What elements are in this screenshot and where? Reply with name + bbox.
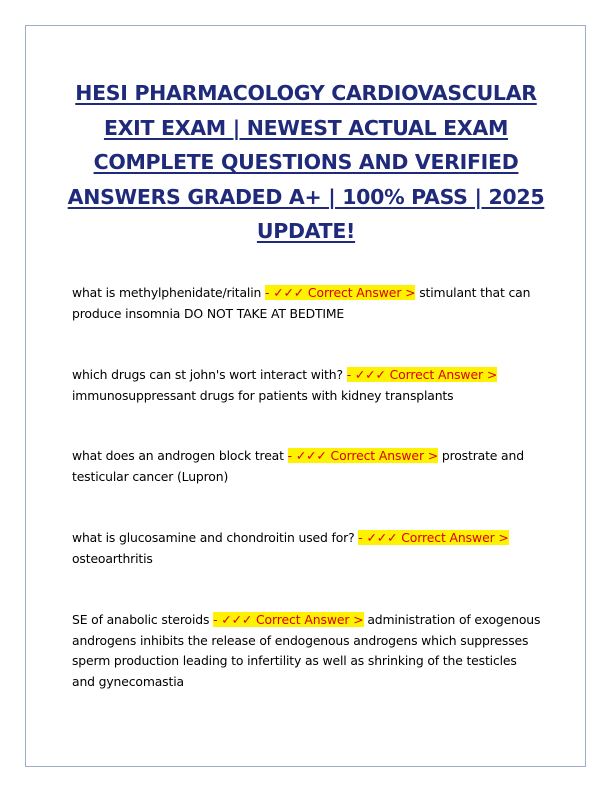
qa-item — [72, 610, 542, 692]
answer-text: prostrate and testicular cancer (Lupron) — [72, 448, 524, 484]
question-text: what is methylphenidate/ritalin — [72, 285, 262, 300]
qa-item — [72, 528, 542, 569]
question-text: which drugs can st john's wort interact with? — [72, 367, 343, 382]
answer-text: osteoarthritis — [72, 550, 153, 566]
qa-item — [72, 365, 542, 406]
qa-item — [72, 283, 542, 324]
answer-text: immunosuppressant drugs for patients with kidney transplants — [72, 387, 454, 403]
correct-answer-marker: - ✓✓✓ Correct Answer > — [287, 448, 439, 463]
answer-text: administration of exogenous androgens inhibits the release of endogenous androgens which suppresses sperm production leading to infertility as well as shrinking of the testicles and gynecomastia — [72, 612, 541, 689]
question-text: SE of anabolic steroids — [72, 612, 210, 627]
correct-answer-marker: - ✓✓✓ Correct Answer > — [213, 612, 364, 627]
answer-text: stimulant that can produce insomnia DO NOT TAKE AT BEDTIME — [72, 285, 531, 321]
correct-answer-marker: - ✓✓✓ Correct Answer > — [265, 285, 416, 300]
correct-answer-marker: - ✓✓✓ Correct Answer > — [346, 367, 498, 382]
qa-item — [72, 446, 542, 487]
question-text: what does an androgen block treat — [72, 448, 284, 463]
correct-answer-marker: - ✓✓✓ Correct Answer > — [358, 530, 509, 545]
document-title: HESI PHARMACOLOGY CARDIOVASCULAR EXIT EXAM | NEWEST ACTUAL EXAM COMPLETE QUESTIONS AND VERIFIED ANSWERS GRADED A+ | 100% PASS | 2025 UPDATE! — [67, 81, 545, 243]
question-text: what is glucosamine and chondroitin used for? — [72, 530, 355, 545]
